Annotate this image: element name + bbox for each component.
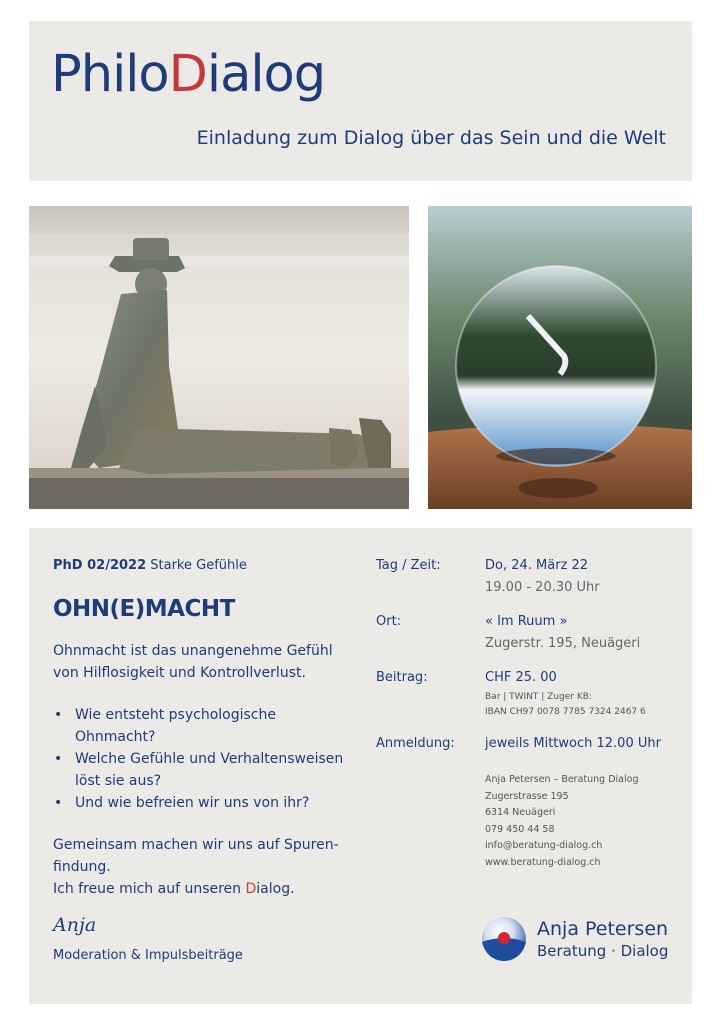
event-headline: OHN(E)MACHT <box>53 596 235 622</box>
statue-photo <box>29 206 409 509</box>
outro-suffix: ialog. <box>256 881 295 897</box>
series-code: PhD 02/2022 <box>53 558 147 573</box>
fee-value: CHF 25. 00 <box>485 670 557 685</box>
contact-city: 6314 Neuägeri <box>485 807 556 818</box>
brand-emblem-icon <box>481 916 527 962</box>
event-info-panel <box>29 528 692 1004</box>
logo-accent-letter: D <box>168 45 207 104</box>
place-address: Zugerstr. 195, Neuägeri <box>485 636 641 651</box>
logo-prefix: Philo <box>51 45 169 104</box>
crystal-ball-photo <box>428 206 692 509</box>
header-banner <box>29 21 692 181</box>
contact-block <box>485 772 638 871</box>
moderator-role: Moderation & Impulsbeiträge <box>53 948 243 963</box>
outro-line-1: Gemeinsam machen wir uns auf Spuren-findung. <box>53 837 339 875</box>
contact-name: Anja Petersen – Beratung Dialog <box>485 774 639 785</box>
date-value: Do, 24. März 22 <box>485 558 589 573</box>
list-item: • Und wie befreien wir uns von ihr? <box>53 792 353 814</box>
series-title: Starke Gefühle <box>150 558 247 573</box>
series-line <box>53 558 247 573</box>
signup-value: jeweils Mittwoch 12.00 Uhr <box>485 736 661 751</box>
logo-suffix: ialog <box>206 45 326 104</box>
contact-phone[interactable]: 079 450 44 58 <box>485 823 555 835</box>
contact-street: Zugerstrasse 195 <box>485 790 569 802</box>
outro-line-2 <box>53 878 353 900</box>
tagline: Einladung zum Dialog über das Sein und die Welt <box>196 127 666 149</box>
fee-payment: Bar | TWINT | Zuger KB: <box>485 692 592 702</box>
brand-subtitle: Beratung · Dialog <box>537 942 669 960</box>
contact-web[interactable]: www.beratung-dialog.ch <box>485 856 601 868</box>
contact-email[interactable]: info@beratung-dialog.ch <box>485 840 603 851</box>
brand-logo <box>481 916 691 966</box>
event-outro <box>53 834 353 900</box>
outro-prefix: Ich freue mich auf unseren <box>53 881 246 897</box>
fee-label: Beitrag: <box>376 670 428 685</box>
philodialog-logo <box>51 45 326 104</box>
brand-name: Anja Petersen <box>537 918 669 940</box>
place-name: « Im Ruum » <box>485 614 568 629</box>
question-list <box>53 704 353 814</box>
event-intro: Ohnmacht ist das unangenehme Gefühl von Hilflosigkeit und Kontrollverlust. <box>53 643 333 681</box>
fee-iban: IBAN CH97 0078 7785 7324 2467 6 <box>485 707 646 717</box>
signature: Anja <box>53 914 97 936</box>
signup-label: Anmeldung: <box>376 736 455 751</box>
list-item: • Wie entsteht psychologische Ohnmacht? <box>53 704 353 748</box>
date-label: Tag / Zeit: <box>376 558 441 573</box>
outro-accent-letter: D <box>245 881 257 897</box>
list-item: • Welche Gefühle und Verhaltensweisen löst sie aus? <box>53 748 353 792</box>
time-value: 19.00 - 20.30 Uhr <box>485 580 600 595</box>
place-label: Ort: <box>376 614 402 629</box>
